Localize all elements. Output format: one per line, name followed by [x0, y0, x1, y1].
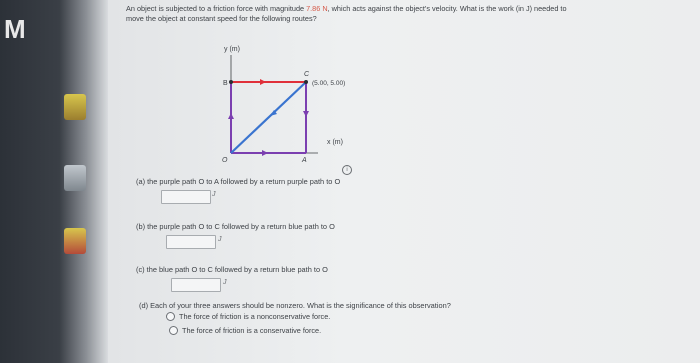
coordinate-label: (5.00, 5.00) [312, 80, 346, 87]
arrow-head [228, 113, 234, 119]
arrow-head [303, 111, 309, 117]
question-part2: , which acts against the object's velocity. What is the work (in J) needed to [327, 4, 567, 13]
part-c-unit: J [223, 279, 227, 286]
path-figure [188, 41, 388, 171]
origin-label: O [222, 157, 228, 164]
point-b-marker [229, 80, 233, 84]
x-axis-label: x (m) [327, 139, 343, 146]
option-nonconservative[interactable] [166, 312, 330, 321]
point-a-label: A [302, 157, 307, 164]
part-a-unit: J [212, 191, 216, 198]
thumbnail-image[interactable] [64, 94, 86, 120]
part-b-label: (b) the purple path O to C followed by a return blue path to O [136, 222, 335, 231]
left-app-strip [0, 0, 108, 363]
point-c-marker [304, 80, 308, 84]
question-line2: move the object at constant speed for the following routes? [126, 13, 317, 23]
point-c-label: C [304, 71, 310, 78]
thumbnail-image[interactable] [64, 228, 86, 254]
path-o-to-c [231, 82, 306, 153]
radio-button[interactable] [166, 312, 175, 321]
part-c-answer-input[interactable] [171, 278, 221, 292]
force-magnitude: 7.86 N [306, 4, 328, 13]
question-text [126, 4, 694, 23]
part-d-label: (d) Each of your three answers should be nonzero. What is the significance of this observation? [139, 301, 451, 310]
part-c-label: (c) the blue path O to C followed by a return blue path to O [136, 265, 328, 274]
thumbnail-image[interactable] [64, 165, 86, 191]
app-logo: M [4, 14, 26, 44]
question-panel [108, 0, 700, 363]
question-part1: An object is subjected to a friction force with magnitude [126, 4, 305, 13]
part-b-unit: J [218, 236, 222, 243]
option-label: The force of friction is a conservative force. [182, 326, 322, 335]
radio-button[interactable] [169, 326, 178, 335]
part-a-label: (a) the purple path O to A followed by a return purple path to O [136, 177, 341, 186]
part-a-answer-input[interactable] [161, 190, 211, 204]
point-b-label: B [223, 80, 228, 87]
info-icon[interactable]: i [342, 165, 352, 175]
arrow-head [262, 150, 268, 156]
option-conservative[interactable] [169, 326, 321, 335]
y-axis-label: y (m) [224, 46, 240, 53]
arrow-head [260, 79, 266, 85]
part-b-answer-input[interactable] [166, 235, 216, 249]
option-label: The force of friction is a nonconservative force. [179, 312, 331, 321]
